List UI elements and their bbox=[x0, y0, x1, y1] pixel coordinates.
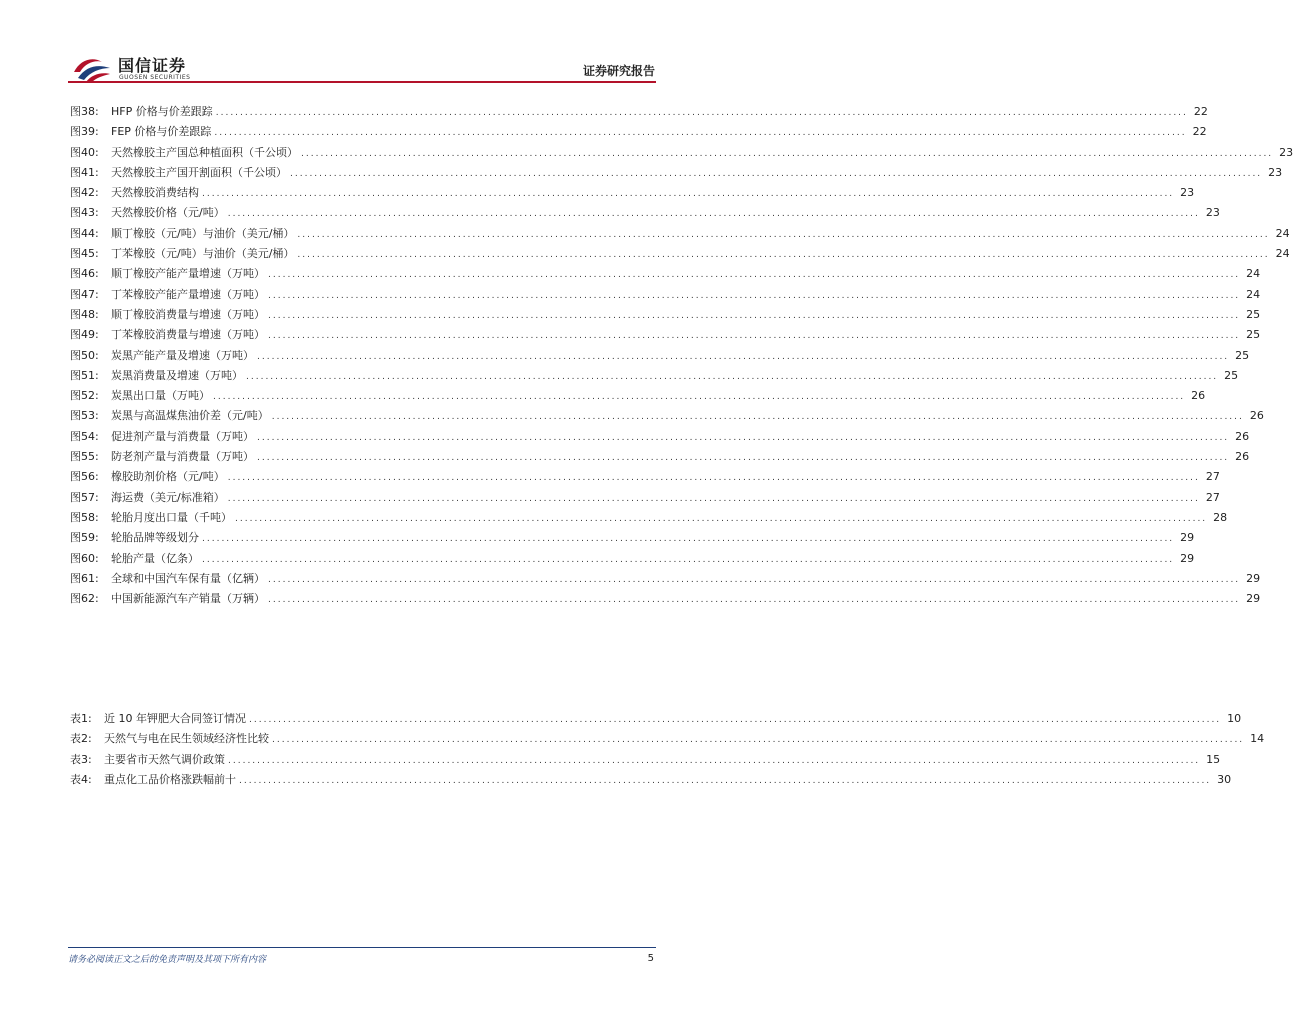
dot-leader: ........................................................................................................................................................................................................ bbox=[228, 755, 1201, 766]
figure-entry[interactable] bbox=[70, 570, 1261, 590]
figure-entry-number: 图57: bbox=[70, 490, 99, 504]
figure-entry-number: 图61: bbox=[70, 571, 99, 585]
figure-entry[interactable] bbox=[70, 245, 1290, 265]
figure-entry-title: 海运费（美元/标准箱） bbox=[111, 490, 225, 504]
figure-entry-page: 29 bbox=[1246, 592, 1261, 606]
figure-entry-page: 24 bbox=[1275, 247, 1290, 261]
figure-entry[interactable] bbox=[70, 144, 1293, 164]
guosen-logo-icon bbox=[72, 54, 112, 84]
figure-entry-page: 28 bbox=[1213, 510, 1228, 524]
dot-leader: ........................................................................................................................................................................................................ bbox=[246, 371, 1219, 382]
table-entry[interactable] bbox=[70, 751, 1221, 771]
figure-entry[interactable] bbox=[70, 204, 1220, 224]
figure-entry-number: 图40: bbox=[70, 145, 99, 159]
figure-entry-page: 22 bbox=[1193, 105, 1208, 118]
figure-entry-title: 丁苯橡胶消费量与增速（万吨） bbox=[111, 328, 265, 342]
figure-entry[interactable] bbox=[70, 407, 1264, 427]
dot-leader: ........................................................................................................................................................................................................ bbox=[213, 392, 1186, 403]
figure-entry-page: 27 bbox=[1205, 470, 1220, 484]
figure-entry-number: 图49: bbox=[70, 328, 99, 342]
figure-entry[interactable] bbox=[70, 529, 1195, 549]
figure-entry[interactable] bbox=[70, 509, 1228, 529]
dot-leader: ........................................................................................................................................................................................................ bbox=[271, 412, 1244, 423]
dot-leader: ........................................................................................................................................................................................................ bbox=[297, 229, 1270, 240]
figure-entry-page: 26 bbox=[1235, 450, 1250, 464]
figure-entry-number: 图46: bbox=[70, 267, 99, 281]
figure-entry-title: 炭黑与高温煤焦油价差（元/吨） bbox=[111, 409, 269, 423]
dot-leader: ........................................................................................................................................................................................................ bbox=[268, 574, 1241, 585]
dot-leader: ........................................................................................................................................................................................................ bbox=[235, 513, 1208, 524]
dot-leader: ........................................................................................................................................................................................................ bbox=[202, 554, 1175, 565]
table-list bbox=[70, 710, 1265, 791]
figure-entry-number: 图47: bbox=[70, 287, 99, 301]
figure-entry-page: 26 bbox=[1235, 429, 1250, 443]
figure-entry[interactable] bbox=[70, 326, 1261, 346]
figure-entry-page: 22 bbox=[1192, 125, 1207, 139]
dot-leader: ........................................................................................................................................................................................................ bbox=[202, 189, 1175, 200]
figure-entry-title: 轮胎产量（亿条） bbox=[111, 551, 199, 565]
figure-entry-page: 23 bbox=[1205, 206, 1220, 220]
dot-leader: ........................................................................................................................................................................................................ bbox=[290, 168, 1263, 179]
figure-entry-page: 24 bbox=[1246, 267, 1261, 281]
figure-entry-title: 丁苯橡胶产能产量增速（万吨） bbox=[111, 287, 265, 301]
table-entry[interactable] bbox=[70, 710, 1242, 730]
figure-entry-title: HFP 价格与价差跟踪 bbox=[111, 105, 213, 118]
figure-entry-title: 顺丁橡胶（元/吨）与油价（美元/桶） bbox=[111, 226, 295, 240]
figure-entry-page: 24 bbox=[1246, 287, 1261, 301]
figure-entry-number: 图43: bbox=[70, 206, 99, 220]
figure-entry[interactable] bbox=[70, 286, 1261, 306]
figure-entry-number: 图42: bbox=[70, 186, 99, 200]
dot-leader: ........................................................................................................................................................................................................ bbox=[301, 148, 1274, 159]
figure-entry-page: 26 bbox=[1191, 389, 1206, 403]
dot-leader: ........................................................................................................................................................................................................ bbox=[214, 128, 1187, 139]
dot-leader: ........................................................................................................................................................................................................ bbox=[257, 432, 1230, 443]
figure-entry-title: 天然橡胶主产国开割面积（千公顷） bbox=[111, 165, 287, 179]
figure-entry-number: 图39: bbox=[70, 125, 99, 139]
figure-entry-number: 图45: bbox=[70, 247, 99, 261]
table-entry-title: 主要省市天然气调价政策 bbox=[104, 752, 225, 766]
figure-entry-number: 图59: bbox=[70, 531, 99, 545]
figure-entry[interactable] bbox=[70, 225, 1290, 245]
dot-leader: ........................................................................................................................................................................................................ bbox=[272, 735, 1245, 746]
dot-leader: ........................................................................................................................................................................................................ bbox=[227, 473, 1200, 484]
dot-leader: ........................................................................................................................................................................................................ bbox=[249, 715, 1222, 725]
dot-leader: ........................................................................................................................................................................................................ bbox=[227, 209, 1200, 220]
figure-entry-title: 顺丁橡胶产能产量增速（万吨） bbox=[111, 267, 265, 281]
figure-entry-title: 中国新能源汽车产销量（万辆） bbox=[111, 592, 265, 606]
figure-entry-number: 图48: bbox=[70, 307, 99, 321]
figure-entry-page: 26 bbox=[1249, 409, 1264, 423]
page-number: 5 bbox=[647, 953, 654, 964]
figure-entry[interactable] bbox=[70, 387, 1206, 407]
figure-entry[interactable] bbox=[70, 184, 1195, 204]
figure-entry-page: 29 bbox=[1180, 551, 1195, 565]
dot-leader: ........................................................................................................................................................................................................ bbox=[239, 775, 1212, 786]
figure-entry-title: 天然橡胶主产国总种植面积（千公顷） bbox=[111, 145, 298, 159]
dot-leader: ........................................................................................................................................................................................................ bbox=[268, 595, 1241, 606]
figure-entry-number: 图58: bbox=[70, 510, 99, 524]
report-type-label: 证券研究报告 bbox=[582, 64, 655, 78]
table-entry-title: 天然气与电在民生领域经济性比较 bbox=[104, 732, 269, 746]
figure-entry-page: 23 bbox=[1180, 186, 1195, 200]
footer-divider bbox=[68, 947, 656, 948]
figure-entry[interactable] bbox=[70, 265, 1261, 285]
figure-entry-title: 防老剂产量与消费量（万吨） bbox=[111, 450, 254, 464]
figure-entry-page: 25 bbox=[1246, 328, 1261, 342]
figure-entry-title: 轮胎月度出口量（千吨） bbox=[111, 510, 232, 524]
figure-entry-title: 全球和中国汽车保有量（亿辆） bbox=[111, 571, 265, 585]
figure-entry-title: 橡胶助剂价格（元/吨） bbox=[111, 470, 225, 484]
figure-entry-number: 图38: bbox=[70, 105, 99, 118]
figure-entry-title: 丁苯橡胶（元/吨）与油价（美元/桶） bbox=[111, 247, 295, 261]
table-entry-page: 30 bbox=[1217, 772, 1232, 786]
figure-entry-number: 图53: bbox=[70, 409, 99, 423]
table-entry-number: 表2: bbox=[70, 732, 92, 746]
figure-entry-title: 天然橡胶价格（元/吨） bbox=[111, 206, 225, 220]
figure-list bbox=[70, 103, 1293, 610]
logo-text-en: GUOSEN SECURITIES bbox=[119, 74, 191, 81]
figure-entry-title: 天然橡胶消费结构 bbox=[111, 186, 199, 200]
figure-entry[interactable] bbox=[70, 306, 1261, 326]
figure-entry-title: FEP 价格与价差跟踪 bbox=[111, 125, 212, 139]
table-entry[interactable] bbox=[70, 730, 1265, 750]
dot-leader: ........................................................................................................................................................................................................ bbox=[202, 534, 1175, 545]
figure-entry-number: 图50: bbox=[70, 348, 99, 362]
table-entry-page: 15 bbox=[1206, 752, 1221, 766]
dot-leader: ........................................................................................................................................................................................................ bbox=[297, 250, 1270, 261]
figure-entry-page: 24 bbox=[1275, 226, 1290, 240]
figure-entry-page: 25 bbox=[1224, 368, 1239, 382]
figure-entry[interactable] bbox=[70, 347, 1250, 367]
figure-entry-page: 25 bbox=[1246, 307, 1261, 321]
figure-entry[interactable] bbox=[70, 489, 1220, 509]
figure-entry-number: 图41: bbox=[70, 165, 99, 179]
figure-entry-title: 轮胎品牌等级划分 bbox=[111, 531, 199, 545]
table-entry-number: 表3: bbox=[70, 752, 92, 766]
figure-entry-number: 图51: bbox=[70, 368, 99, 382]
disclaimer-text: 请务必阅读正文之后的免责声明及其项下所有内容 bbox=[68, 955, 267, 965]
figure-entry[interactable] bbox=[70, 428, 1250, 448]
figure-entry-number: 图56: bbox=[70, 470, 99, 484]
dot-leader: ........................................................................................................................................................................................................ bbox=[257, 351, 1230, 362]
figure-entry[interactable] bbox=[70, 448, 1250, 468]
figure-entry-page: 23 bbox=[1268, 165, 1283, 179]
figure-entry-title: 炭黑产能产量及增速（万吨） bbox=[111, 348, 254, 362]
table-entry-page: 14 bbox=[1250, 732, 1265, 746]
figure-entry[interactable] bbox=[70, 123, 1207, 143]
dot-leader: ........................................................................................................................................................................................................ bbox=[268, 331, 1241, 342]
figure-entry-number: 图60: bbox=[70, 551, 99, 565]
dot-leader: ........................................................................................................................................................................................................ bbox=[268, 310, 1241, 321]
figure-entry-title: 炭黑出口量（万吨） bbox=[111, 389, 210, 403]
figure-entry[interactable] bbox=[70, 103, 1208, 123]
figure-entry-page: 23 bbox=[1279, 145, 1293, 159]
figure-entry-number: 图52: bbox=[70, 389, 99, 403]
figure-entry[interactable] bbox=[70, 550, 1195, 570]
figure-entry-title: 促进剂产量与消费量（万吨） bbox=[111, 429, 254, 443]
table-entry-number: 表1: bbox=[70, 712, 92, 725]
dot-leader: ........................................................................................................................................................................................................ bbox=[268, 290, 1241, 301]
table-entry-title: 重点化工品价格涨跌幅前十 bbox=[104, 772, 236, 786]
dot-leader: ........................................................................................................................................................................................................ bbox=[268, 270, 1241, 281]
figure-entry-number: 图62: bbox=[70, 592, 99, 606]
figure-entry[interactable] bbox=[70, 164, 1283, 184]
table-entry[interactable] bbox=[70, 771, 1232, 791]
figure-entry-page: 29 bbox=[1246, 571, 1261, 585]
figure-entry-page: 27 bbox=[1205, 490, 1220, 504]
figure-entry-number: 图44: bbox=[70, 226, 99, 240]
figure-entry-page: 25 bbox=[1235, 348, 1250, 362]
table-entry-title: 近 10 年钾肥大合同签订情况 bbox=[104, 712, 246, 725]
dot-leader: ........................................................................................................................................................................................................ bbox=[257, 453, 1230, 464]
figure-entry-number: 图54: bbox=[70, 429, 99, 443]
dot-leader: ........................................................................................................................................................................................................ bbox=[215, 108, 1188, 118]
figure-entry-title: 炭黑消费量及增速（万吨） bbox=[111, 368, 243, 382]
dot-leader: ........................................................................................................................................................................................................ bbox=[227, 493, 1200, 504]
header-divider bbox=[68, 81, 656, 83]
figure-entry-page: 29 bbox=[1180, 531, 1195, 545]
table-entry-page: 10 bbox=[1227, 712, 1242, 725]
figure-entry[interactable] bbox=[70, 468, 1220, 488]
figure-entry[interactable] bbox=[70, 590, 1261, 610]
figure-entry[interactable] bbox=[70, 367, 1239, 387]
logo-text-cn: 国信证券 bbox=[118, 56, 187, 75]
table-entry-number: 表4: bbox=[70, 772, 92, 786]
figure-entry-title: 顺丁橡胶消费量与增速（万吨） bbox=[111, 307, 265, 321]
figure-entry-number: 图55: bbox=[70, 450, 99, 464]
